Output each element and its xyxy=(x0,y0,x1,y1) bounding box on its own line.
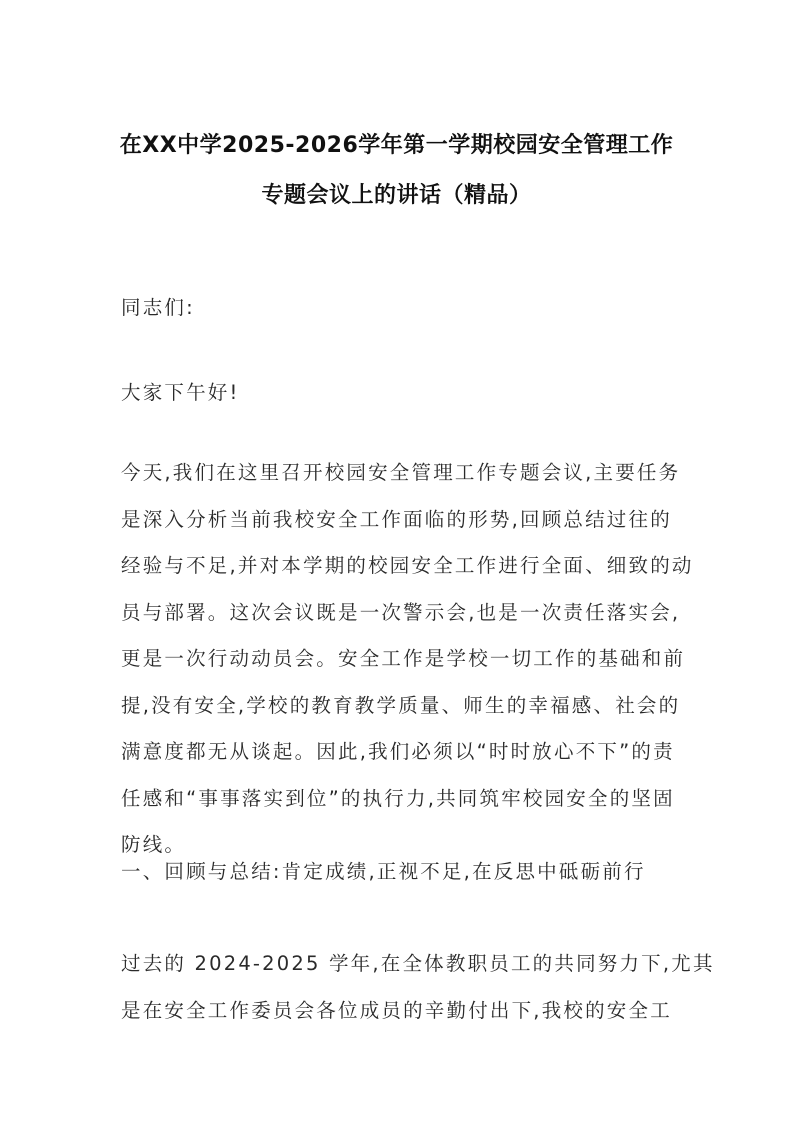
paragraph-line: 员与部署。这次会议既是一次警示会,也是一次责任落实会, xyxy=(121,600,681,624)
paragraph-line: 更是一次行动动员会。安全工作是学校一切工作的基础和前 xyxy=(121,647,686,670)
salutation: 同志们: xyxy=(121,296,195,319)
paragraph-line: 任感和“事事落实到位”的执行力,共同筑牢校园安全的坚固 xyxy=(121,786,675,810)
document-title-line-2: 专题会议上的讲话（精品） xyxy=(261,183,532,208)
document-title-line-1: 在XX中学2025-2026学年第一学期校园安全管理工作 xyxy=(119,133,674,158)
greeting: 大家下午好! xyxy=(121,381,240,404)
paragraph-2 xyxy=(121,941,715,1034)
paragraph-line: 过去的 2024-2025 学年,在全体教职员工的共同努力下,尤其 xyxy=(121,952,715,975)
paragraph-line: 提,没有安全,学校的教育教学质量、师生的幸福感、社会的 xyxy=(121,693,681,717)
paragraph-1 xyxy=(121,450,694,869)
paragraph-line: 经验与不足,并对本学期的校园安全工作进行全面、细致的动 xyxy=(121,554,694,577)
section-1-heading: 一、回顾与总结:肯定成绩,正视不足,在反思中砥砺前行 xyxy=(121,860,646,883)
paragraph-line: 是在安全工作委员会各位成员的辛勤付出下,我校的安全工 xyxy=(121,998,672,1022)
paragraph-line: 是深入分析当前我校安全工作面临的形势,回顾总结过往的 xyxy=(121,507,672,531)
paragraph-line: 今天,我们在这里召开校园安全管理工作专题会议,主要任务 xyxy=(121,461,681,484)
paragraph-line: 防线。 xyxy=(121,833,187,856)
paragraph-line: 满意度都无从谈起。因此,我们必须以“时时放心不下”的责 xyxy=(121,740,675,763)
